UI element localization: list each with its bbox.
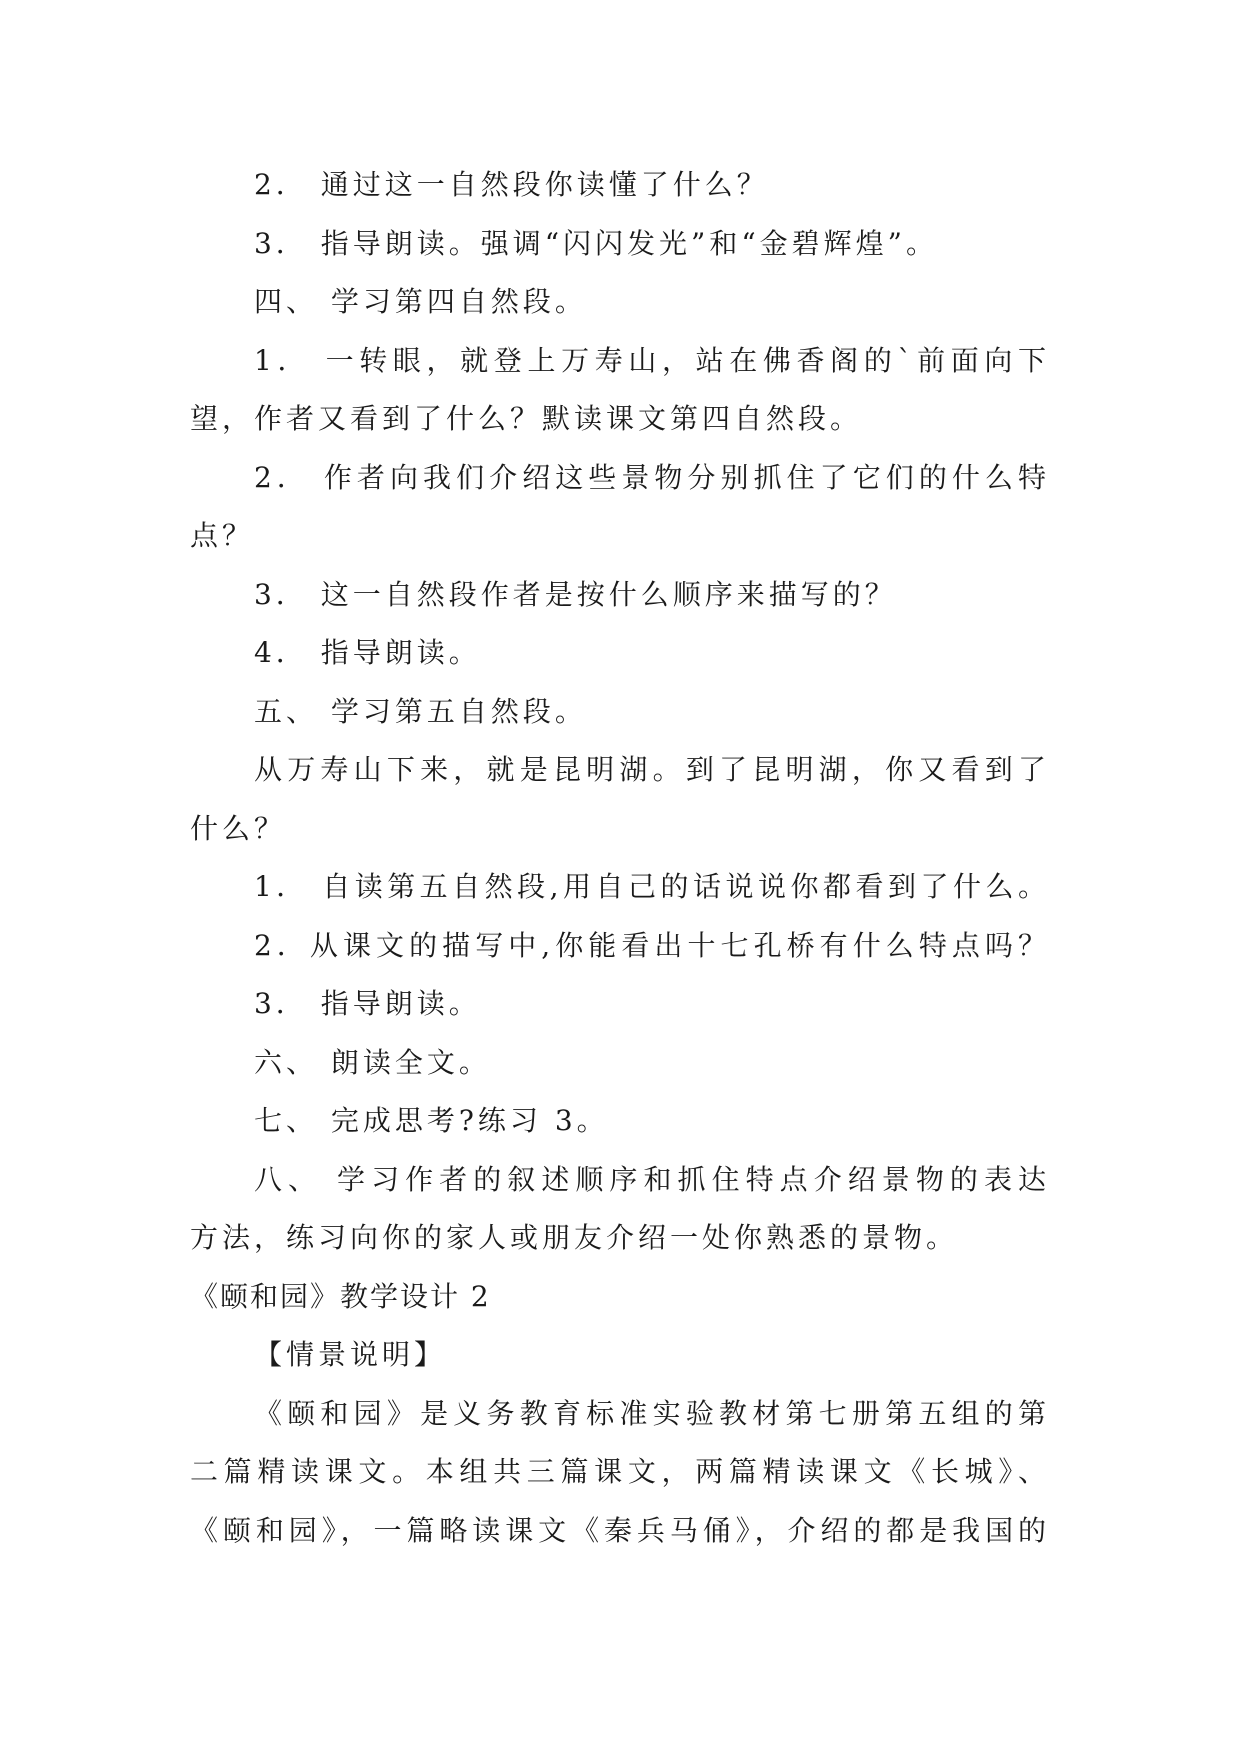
text-line: 2． 通过这一自然段你读懂了什么？ [254, 168, 769, 201]
text-line: 二篇精读课文。本组共三篇课文，两篇精读课文《长城》、 [190, 1455, 1050, 1488]
text-line: 从万寿山下来，就是昆明湖。到了昆明湖，你又看到了 [254, 753, 1050, 786]
text-line: 【情景说明】 [254, 1338, 447, 1371]
text-line: 4． 指导朗读。 [254, 636, 481, 669]
text-line: 2． 作者向我们介绍这些景物分别抓住了它们的什么特 [254, 460, 1050, 494]
text-line: 1． 一转眼，就登上万寿山，站在佛香阁的`前面向下 [254, 343, 1050, 377]
text-line: 3． 这一自然段作者是按什么顺序来描写的？ [254, 577, 897, 611]
text-line: 《颐和园》，一篇略读课文《秦兵马俑》，介绍的都是我国的 [190, 1513, 1050, 1547]
text-line: 四、 学习第四自然段。 [254, 285, 587, 318]
text-line: 六、 朗读全文。 [254, 1045, 491, 1079]
document-body [190, 156, 1050, 1560]
text-line: 3． 指导朗读。 [254, 987, 481, 1020]
text-line: 五、 学习第五自然段。 [254, 694, 587, 728]
text-line: 3． 指导朗读。强调“闪闪发光”和“金碧辉煌”。 [254, 226, 938, 260]
text-line: 方法，练习向你的家人或朋友介绍一处你熟悉的景物。 [190, 1221, 959, 1254]
text-line: 什么？ [190, 811, 287, 845]
text-line: 1． 自读第五自然段,用自己的话说说你都看到了什么。 [254, 870, 1050, 903]
text-line: 点？ [190, 519, 255, 552]
text-line: 七、 完成思考?练习 3。 [254, 1104, 609, 1137]
text-line: 《颐和园》是义务教育标准实验教材第七册第五组的第 [254, 1396, 1050, 1430]
text-line: 望，作者又看到了什么？默读课文第四自然段。 [190, 402, 863, 435]
text-line: 八、 学习作者的叙述顺序和抓住特点介绍景物的表达 [254, 1162, 1050, 1196]
section-heading: 《颐和园》教学设计 2 [190, 1279, 491, 1313]
text-line: 2．从课文的描写中,你能看出十七孔桥有什么特点吗？ [254, 928, 1050, 962]
